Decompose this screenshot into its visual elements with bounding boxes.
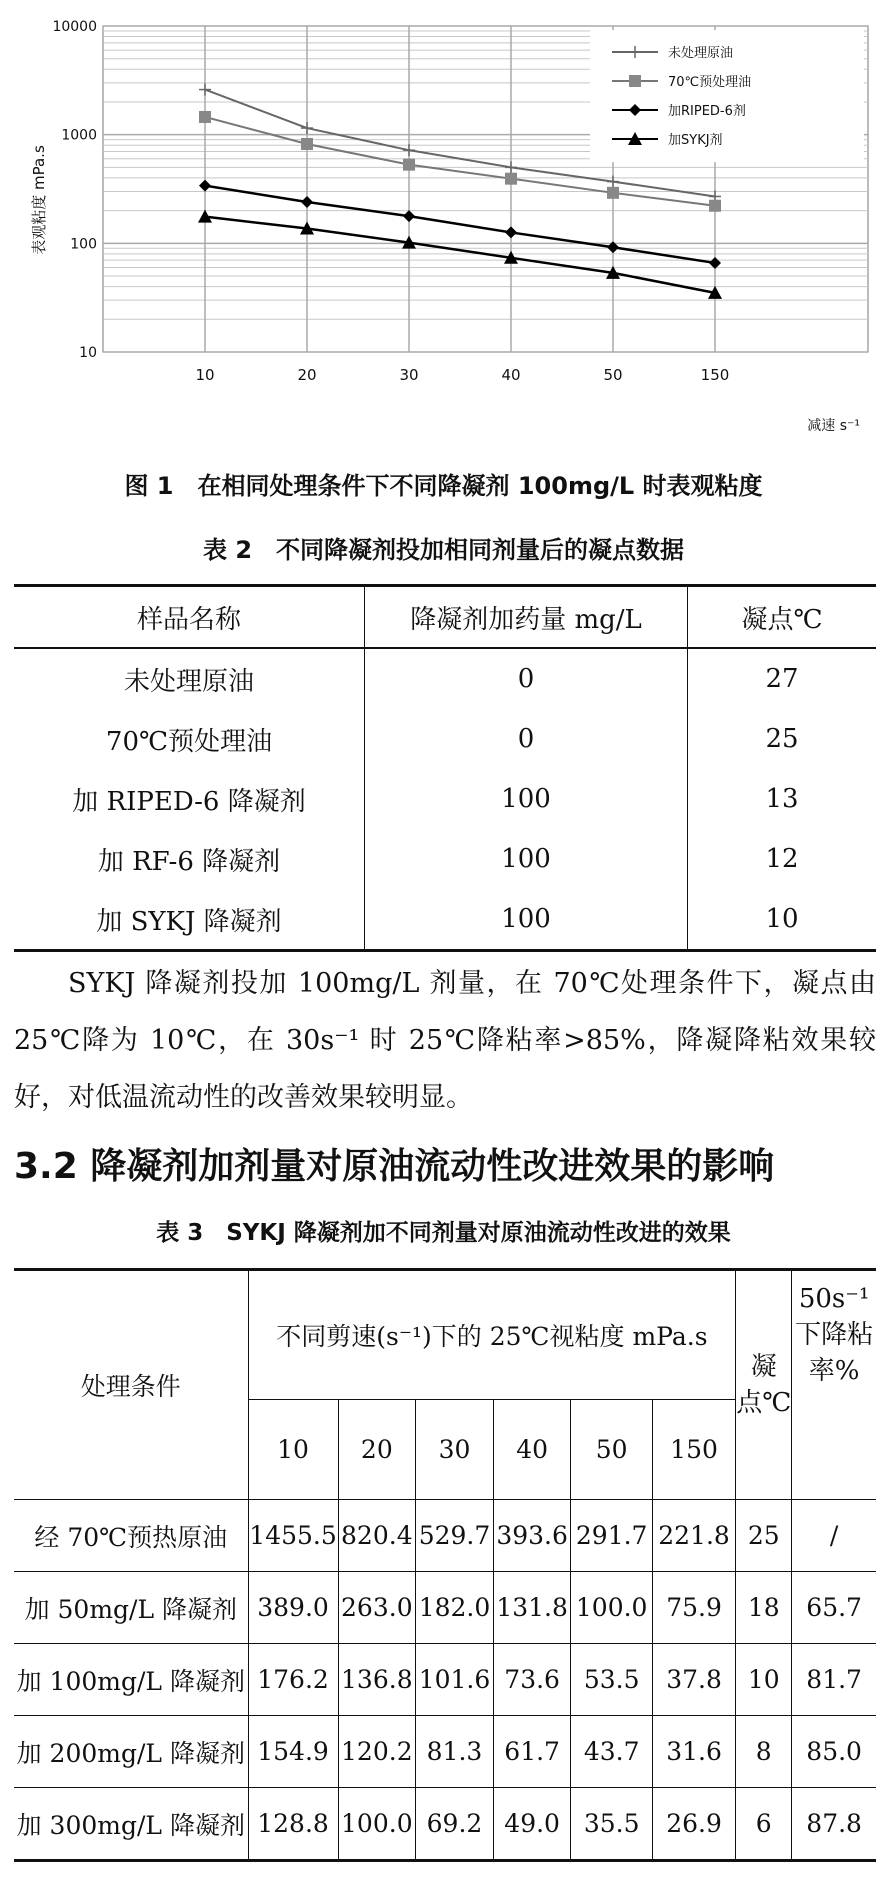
table3-header-shear-rate: 50 bbox=[571, 1400, 652, 1500]
table-row bbox=[14, 889, 876, 951]
body-paragraph-text: SYKJ 降凝剂投加 100mg/L 剂量，在 70℃处理条件下，凝点由 25℃降为 10℃，在 30s⁻¹ 时 25℃降粘率>85%，降凝降粘效果较好，对低温流动性的改善效果较明显。 bbox=[14, 968, 876, 1113]
data-point bbox=[301, 138, 313, 150]
table-row bbox=[14, 1572, 876, 1644]
table3-header-reduction: 50s⁻¹下降粘率% bbox=[792, 1270, 876, 1500]
data-point bbox=[403, 159, 415, 171]
table-row bbox=[14, 709, 876, 769]
table-cell: 加 SYKJ 降凝剂 bbox=[14, 889, 365, 951]
table-cell: 136.8 bbox=[338, 1644, 416, 1716]
table3-header-shear-rate: 20 bbox=[338, 1400, 416, 1500]
body-paragraph bbox=[14, 955, 876, 1126]
table-cell: 221.8 bbox=[652, 1500, 735, 1572]
table-cell: 0 bbox=[365, 709, 688, 769]
table-cell: 加 200mg/L 降凝剂 bbox=[14, 1716, 248, 1788]
y-axis-label: 表观粘度 mPa.s bbox=[30, 145, 48, 255]
table-cell: 12 bbox=[765, 844, 799, 874]
table-cell: 49.0 bbox=[493, 1788, 571, 1861]
figure-caption: 图 1 在相同处理条件下不同降凝剂 100mg/L 时表观粘度 bbox=[124, 472, 763, 500]
table-cell: 529.7 bbox=[416, 1500, 494, 1572]
table-cell: 100 bbox=[365, 769, 688, 829]
table-row bbox=[14, 1788, 876, 1861]
table2-header-pour-point: 凝点℃ bbox=[741, 604, 823, 635]
x-tick-label: 50 bbox=[603, 366, 623, 384]
table-cell: 389.0 bbox=[248, 1572, 338, 1644]
table-cell: 13 bbox=[765, 784, 799, 814]
table3-header-viscosity-group: 不同剪速(s⁻¹)下的 25℃视粘度 mPa.s bbox=[248, 1270, 736, 1400]
table-row bbox=[14, 1500, 876, 1572]
table-cell: 100 bbox=[365, 889, 688, 951]
table2-caption: 表 2 不同降凝剂投加相同剂量后的凝点数据 bbox=[202, 536, 685, 564]
table-cell: 75.9 bbox=[652, 1572, 735, 1644]
table-cell: 43.7 bbox=[571, 1716, 652, 1788]
table-cell: 820.4 bbox=[338, 1500, 416, 1572]
table3-header-pour-point: 凝点℃ bbox=[736, 1270, 792, 1500]
dosage-effect-table bbox=[14, 1268, 876, 1862]
table-cell: 128.8 bbox=[248, 1788, 338, 1861]
y-tick-label: 100 bbox=[70, 236, 97, 253]
data-point bbox=[709, 200, 721, 212]
table-cell: 154.9 bbox=[248, 1716, 338, 1788]
table-cell: 31.6 bbox=[652, 1716, 735, 1788]
table-cell: 0 bbox=[365, 648, 688, 709]
table-cell: 26.9 bbox=[652, 1788, 735, 1861]
table-cell: 加 RIPED-6 降凝剂 bbox=[14, 769, 365, 829]
table-cell: 6 bbox=[736, 1788, 792, 1861]
table-cell: 182.0 bbox=[416, 1572, 494, 1644]
table-cell: 85.0 bbox=[792, 1716, 876, 1788]
table-cell: 加 300mg/L 降凝剂 bbox=[14, 1788, 248, 1861]
table-cell: 100.0 bbox=[571, 1572, 652, 1644]
x-tick-label: 40 bbox=[501, 366, 521, 384]
table-cell: 70℃预处理油 bbox=[14, 709, 365, 769]
pour-point-table bbox=[14, 584, 876, 952]
table-cell: 37.8 bbox=[652, 1644, 735, 1716]
x-tick-label: 20 bbox=[297, 366, 317, 384]
table-cell: 35.5 bbox=[571, 1788, 652, 1861]
table-cell: 8 bbox=[736, 1716, 792, 1788]
table-cell: 27 bbox=[765, 664, 799, 694]
x-tick-label: 10 bbox=[195, 366, 215, 384]
table3-header-shear-rate: 10 bbox=[248, 1400, 338, 1500]
legend-label: 未处理原油 bbox=[668, 46, 734, 61]
y-tick-label: 10 bbox=[79, 345, 97, 361]
table-cell: 61.7 bbox=[493, 1716, 571, 1788]
table-cell: 10 bbox=[736, 1644, 792, 1716]
table-cell: / bbox=[792, 1500, 876, 1572]
legend-label: 加RIPED-6剂 bbox=[668, 104, 746, 119]
legend-marker bbox=[629, 75, 641, 87]
table3-header-shear-rate: 150 bbox=[652, 1400, 735, 1500]
chart-legend bbox=[590, 30, 864, 162]
table2-header-dosage: 降凝剂加药量 mg/L bbox=[365, 586, 688, 649]
table3-header-condition: 处理条件 bbox=[14, 1270, 248, 1500]
table2-header-sample: 样品名称 bbox=[14, 586, 365, 649]
table3-header-shear-rate: 30 bbox=[416, 1400, 494, 1500]
legend-label: 70℃预处理油 bbox=[668, 75, 752, 90]
viscosity-chart bbox=[0, 0, 887, 450]
table-cell: 393.6 bbox=[493, 1500, 571, 1572]
table-cell: 69.2 bbox=[416, 1788, 494, 1861]
x-axis-label: 减速 s⁻¹ bbox=[807, 418, 860, 434]
table-cell: 263.0 bbox=[338, 1572, 416, 1644]
table-row bbox=[14, 648, 876, 709]
table3-caption: 表 3 SYKJ 降凝剂加不同剂量对原油流动性改进的效果 bbox=[156, 1220, 731, 1246]
data-point bbox=[505, 173, 517, 185]
table-cell: 18 bbox=[736, 1572, 792, 1644]
table-cell: 53.5 bbox=[571, 1644, 652, 1716]
x-tick-label: 150 bbox=[700, 366, 730, 384]
table-cell: 176.2 bbox=[248, 1644, 338, 1716]
table-cell: 101.6 bbox=[416, 1644, 494, 1716]
table-cell: 经 70℃预热原油 bbox=[14, 1500, 248, 1572]
table-cell: 131.8 bbox=[493, 1572, 571, 1644]
table-row bbox=[14, 769, 876, 829]
section-title: 3.2 降凝剂加剂量对原油流动性改进效果的影响 bbox=[14, 1146, 775, 1187]
table-cell: 25 bbox=[765, 724, 799, 754]
y-tick-label: 10000 bbox=[52, 19, 97, 35]
x-tick-label: 30 bbox=[399, 366, 419, 384]
table-cell: 25 bbox=[736, 1500, 792, 1572]
table3-header-shear-rate: 40 bbox=[493, 1400, 571, 1500]
table-cell: 81.7 bbox=[792, 1644, 876, 1716]
table-cell: 加 RF-6 降凝剂 bbox=[14, 829, 365, 889]
data-point bbox=[199, 111, 211, 123]
table-cell: 加 100mg/L 降凝剂 bbox=[14, 1644, 248, 1716]
table-cell: 81.3 bbox=[416, 1716, 494, 1788]
table-cell: 120.2 bbox=[338, 1716, 416, 1788]
data-point bbox=[607, 187, 619, 199]
table-cell: 10 bbox=[765, 904, 799, 934]
table-row bbox=[14, 1644, 876, 1716]
table-cell: 73.6 bbox=[493, 1644, 571, 1716]
table-row bbox=[14, 829, 876, 889]
legend-label: 加SYKJ剂 bbox=[668, 133, 723, 148]
table-cell: 1455.5 bbox=[248, 1500, 338, 1572]
table-cell: 加 50mg/L 降凝剂 bbox=[14, 1572, 248, 1644]
table-cell: 87.8 bbox=[792, 1788, 876, 1861]
y-tick-label: 1000 bbox=[61, 127, 97, 144]
table-cell: 65.7 bbox=[792, 1572, 876, 1644]
table-row bbox=[14, 1716, 876, 1788]
table-cell: 未处理原油 bbox=[14, 648, 365, 709]
table-cell: 100 bbox=[365, 829, 688, 889]
table-cell: 100.0 bbox=[338, 1788, 416, 1861]
table-cell: 291.7 bbox=[571, 1500, 652, 1572]
